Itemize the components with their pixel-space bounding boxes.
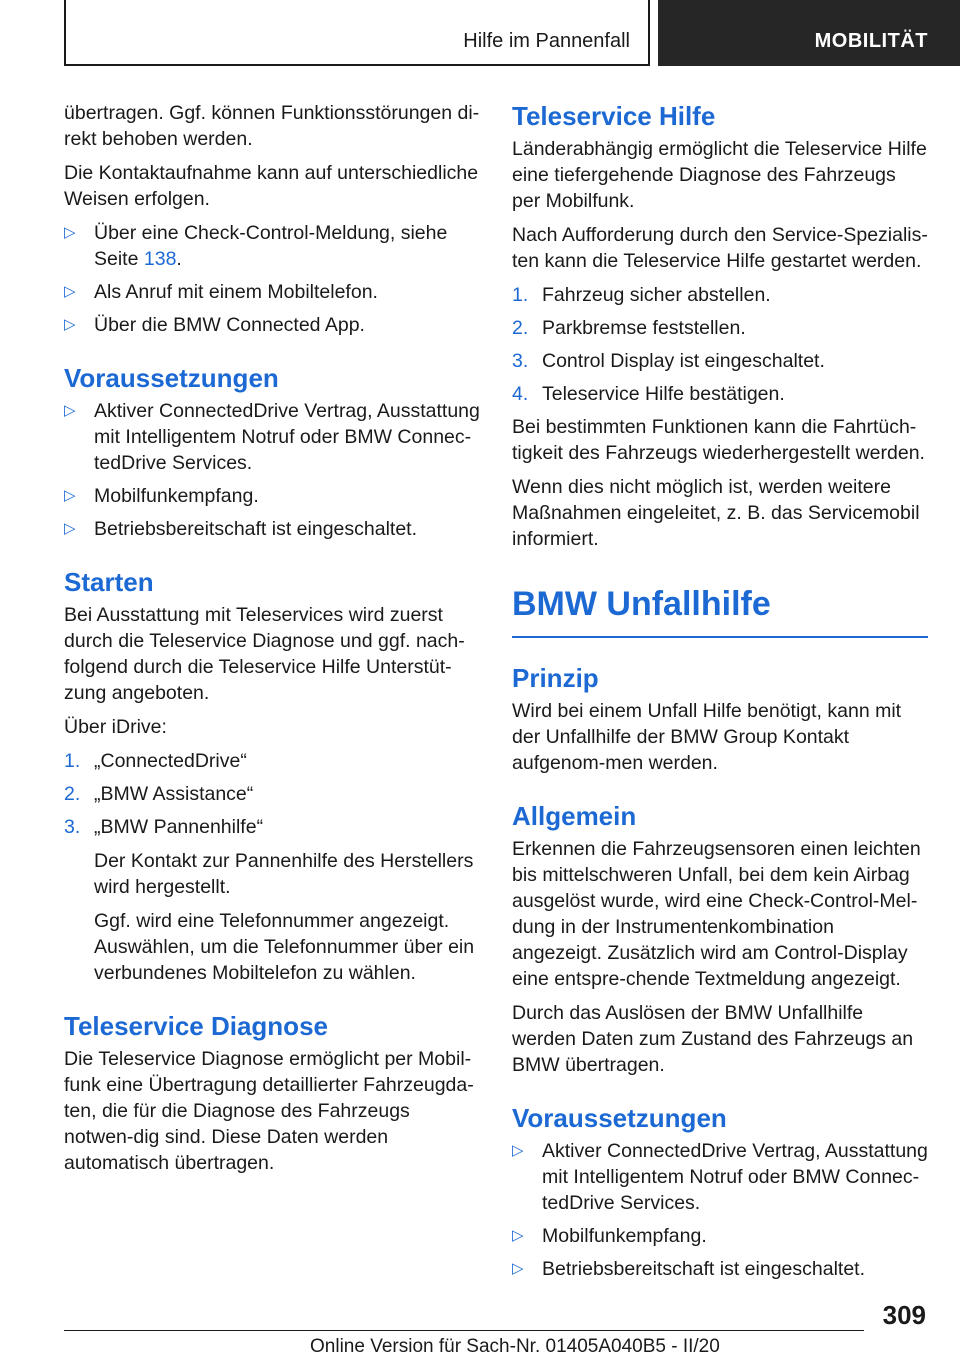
bullet-triangle-icon: ▷ bbox=[64, 283, 76, 300]
page-reference-link[interactable]: 138 bbox=[143, 248, 177, 270]
paragraph: Die Kontaktaufnahme kann auf unterschiedliche Weisen erfolgen. bbox=[64, 162, 479, 210]
step-note: Der Kontakt zur Pannenhilfe des Herstellers wird hergestellt. bbox=[94, 850, 474, 898]
bullet-triangle-icon: ▷ bbox=[64, 316, 76, 333]
list-item: ▷ Aktiver ConnectedDrive Vertrag, Ausstattung mit Intelligentem Notruf oder BMW Connec‐tedDrive Services. bbox=[512, 1140, 928, 1214]
bullet-triangle-icon: ▷ bbox=[512, 1142, 524, 1159]
bullet-triangle-icon: ▷ bbox=[64, 487, 76, 504]
help-steps-list bbox=[512, 282, 928, 407]
bullet-triangle-icon: ▷ bbox=[64, 520, 76, 537]
paragraph: Bei Ausstattung mit Teleservices wird zuerst durch die Teleservice Diagnose und ggf. nach‐folgend durch die Teleservice Hilfe Unterstüt‐zung angeboten. bbox=[64, 604, 465, 704]
heading-bmw-unfallhilfe: BMW Unfallhilfe bbox=[512, 582, 928, 638]
bullet-triangle-icon: ▷ bbox=[512, 1260, 524, 1277]
heading-starten: Starten bbox=[64, 567, 154, 597]
section-tab bbox=[64, 0, 650, 66]
heading-voraussetzungen: Voraussetzungen bbox=[64, 363, 279, 393]
list-item: 3. „BMW Pannenhilfe“ Der Kontakt zur Pannenhilfe des Herstellers wird hergestellt. Ggf. wird eine Telefonnummer angezeigt. Auswählen, um die Telefonnummer über ein verbundenes Mobiltelefon zu wählen. bbox=[64, 814, 480, 986]
contact-list bbox=[64, 220, 480, 338]
paragraph: Über iDrive: bbox=[64, 716, 167, 738]
paragraph: Durch das Auslösen der BMW Unfallhilfe werden Daten zum Zustand des Fahrzeugs an BMW übertragen. bbox=[512, 1002, 914, 1076]
list-item: ▷ Aktiver ConnectedDrive Vertrag, Ausstattung mit Intelligentem Notruf oder BMW Connec‐tedDrive Services. bbox=[64, 400, 480, 474]
step-note: Ggf. wird eine Telefonnummer angezeigt. Auswählen, um die Telefonnummer über ein verbundenes Mobiltelefon zu wählen. bbox=[94, 910, 475, 984]
right-column bbox=[512, 100, 928, 1289]
list-item: ▷ Als Anruf mit einem Mobiltelefon. bbox=[64, 281, 378, 303]
paragraph: Bei bestimmten Funktionen kann die Fahrtüch‐tigkeit des Fahrzeugs wiederhergestellt werden. bbox=[512, 416, 925, 464]
paragraph: Erkennen die Fahrzeugsensoren einen leichten bis mittelschweren Unfall, bei dem kein Airbag ausgelöst wurde, wird eine Check-Control-Mel‐dung in der Instrumentenkombination angezeigt. Zusätzlich wird am Control-Display eine entspre‐chende Textmeldung angezeigt. bbox=[512, 838, 921, 990]
bullet-triangle-icon: ▷ bbox=[64, 402, 76, 419]
list-item: ▷ Mobilfunkempfang. bbox=[512, 1225, 707, 1247]
step-number: 1. bbox=[64, 750, 81, 772]
paragraph: Wenn dies nicht möglich ist, werden weitere Maßnahmen eingeleitet, z. B. das Servicemobil informiert. bbox=[512, 476, 920, 550]
paragraph: Länderabhängig ermöglicht die Teleservice Hilfe eine tiefergehende Diagnose des Fahrzeugs per Mobilfunk. bbox=[512, 138, 927, 212]
list-item: ▷ Über die BMW Connected App. bbox=[64, 314, 365, 336]
footer-online-version: Online Version für Sach-Nr. 01405A040B5 - II/20 bbox=[310, 1336, 720, 1357]
chapter-tab bbox=[658, 0, 960, 66]
list-item: 3. Control Display ist eingeschaltet. bbox=[512, 350, 825, 372]
heading-teleservice-diagnose: Teleservice Diagnose bbox=[64, 1011, 328, 1041]
step-number: 3. bbox=[64, 816, 81, 838]
heading-allgemein: Allgemein bbox=[512, 801, 637, 831]
bullet-triangle-icon: ▷ bbox=[64, 224, 76, 241]
list-item: ▷ Über eine Check-Control-Meldung, siehe Seite 138. bbox=[64, 222, 448, 270]
steps-list bbox=[64, 748, 480, 986]
paragraph: Wird bei einem Unfall Hilfe benötigt, kann mit der Unfallhilfe der BMW Group Kontakt aufgenom‐men werden. bbox=[512, 700, 902, 774]
step-number: 4. bbox=[512, 383, 529, 405]
heading-teleservice-hilfe: Teleservice Hilfe bbox=[512, 101, 716, 131]
list-item: ▷ Betriebsbereitschaft ist eingeschaltet. bbox=[64, 518, 418, 540]
paragraph: übertragen. Ggf. können Funktionsstörungen di‐rekt behoben werden. bbox=[64, 102, 480, 150]
page-number: 309 bbox=[882, 1300, 926, 1330]
list-item: ▷ Mobilfunkempfang. bbox=[64, 485, 259, 507]
step-number: 3. bbox=[512, 350, 529, 372]
list-item: 1. „ConnectedDrive“ bbox=[64, 750, 247, 772]
left-column bbox=[64, 100, 480, 1184]
step-number: 2. bbox=[64, 783, 81, 805]
requirements-list bbox=[64, 398, 480, 542]
footer-divider bbox=[64, 1330, 864, 1331]
requirements-list bbox=[512, 1138, 928, 1282]
heading-voraussetzungen: Voraussetzungen bbox=[512, 1103, 727, 1133]
page-header bbox=[0, 0, 960, 66]
list-item: ▷ Betriebsbereitschaft ist eingeschaltet. bbox=[512, 1258, 866, 1280]
list-item: 2. Parkbremse feststellen. bbox=[512, 317, 746, 339]
list-item: 2. „BMW Assistance“ bbox=[64, 783, 254, 805]
heading-prinzip: Prinzip bbox=[512, 663, 599, 693]
list-item: 4. Teleservice Hilfe bestätigen. bbox=[512, 383, 785, 405]
paragraph: Die Teleservice Diagnose ermöglicht per Mobil‐funk eine Übertragung detaillierter Fahrzeugda‐ten, die für die Diagnose des Fahrzeugs notwen‐dig sind. Diese Daten werden automatisch übertragen. bbox=[64, 1048, 474, 1174]
paragraph: Nach Aufforderung durch den Service-Spezialis‐ten kann die Teleservice Hilfe gestartet werden. bbox=[512, 224, 928, 272]
bullet-triangle-icon: ▷ bbox=[512, 1227, 524, 1244]
section-title: Hilfe im Pannenfall bbox=[463, 30, 630, 52]
step-number: 1. bbox=[512, 284, 529, 306]
chapter-title: MOBILITÄT bbox=[814, 30, 928, 52]
list-item: 1. Fahrzeug sicher abstellen. bbox=[512, 284, 771, 306]
step-number: 2. bbox=[512, 317, 529, 339]
